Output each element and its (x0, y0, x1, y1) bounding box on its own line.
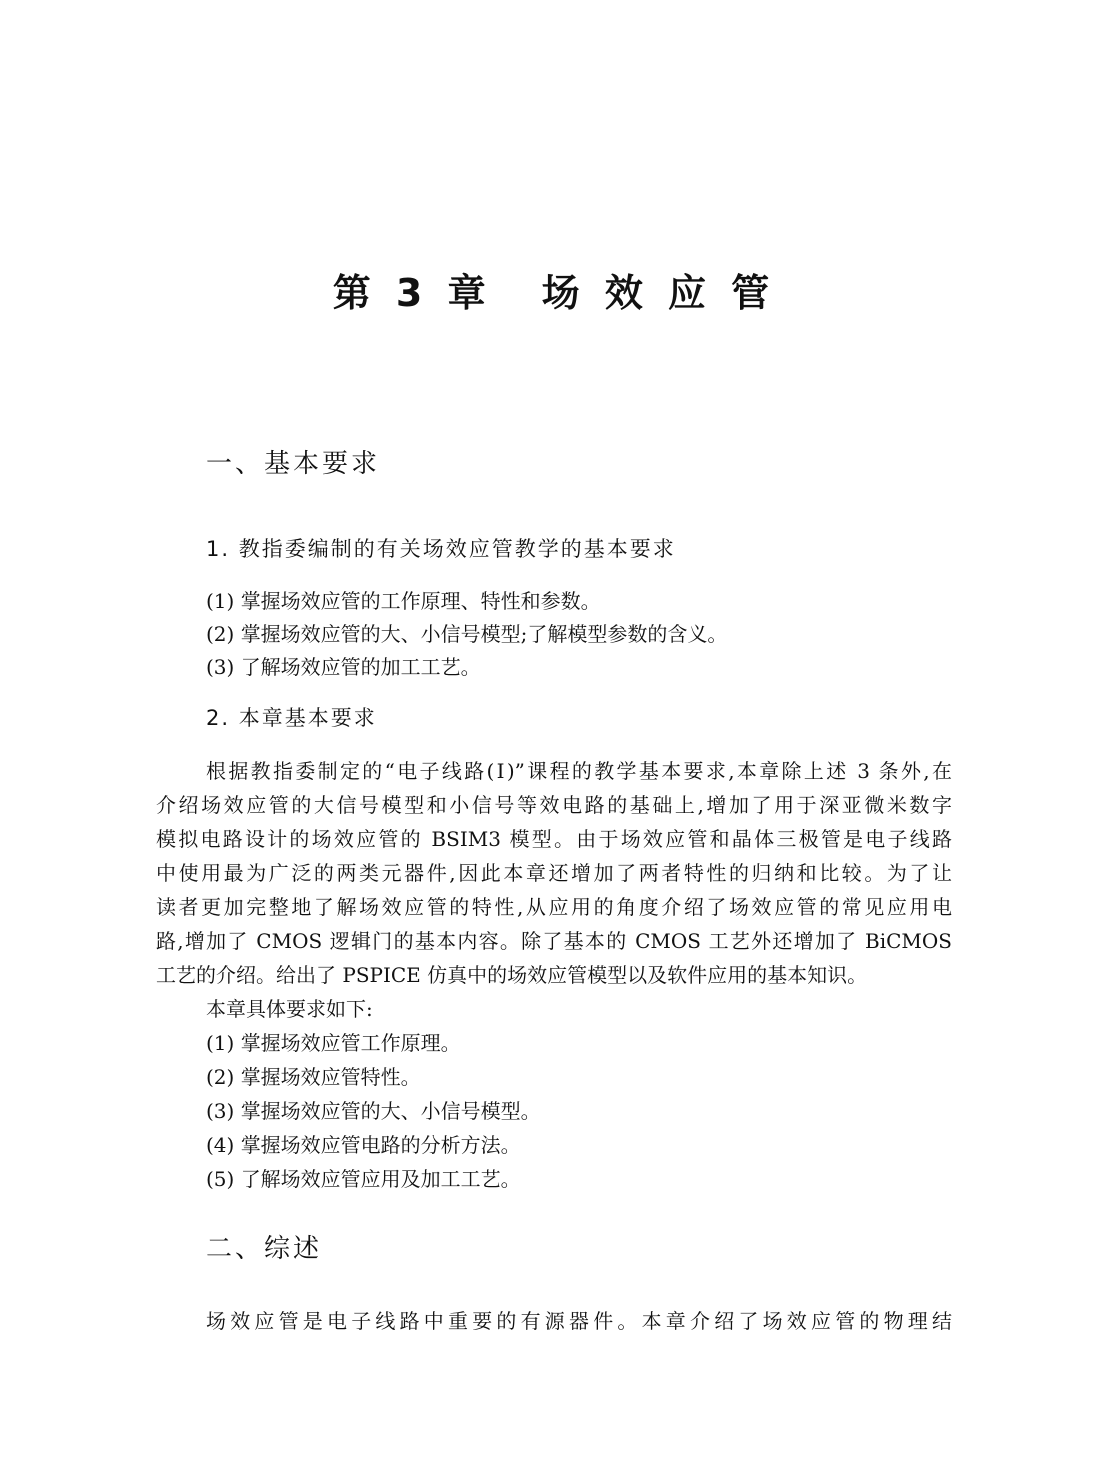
paragraph-line: 工艺的介绍。给出了 PSPICE 仿真中的场效应管模型以及软件应用的基本知识。 (156, 963, 868, 987)
paragraph-line: 根据教指委制定的“电子线路(Ⅰ)”课程的教学基本要求,本章除上述 3 条外,在 (206, 759, 952, 783)
list-item: (2) 掌握场效应管的大、小信号模型;了解模型参数的含义。 (206, 622, 728, 646)
section-heading-overview: 二、综述 (206, 1234, 323, 1264)
paragraph-line: 模拟电路设计的场效应管的 BSIM3 模型。由于场效应管和晶体三极管是电子线路 (156, 827, 952, 851)
paragraph-line: 中使用最为广泛的两类元器件,因此本章还增加了两者特性的归纳和比较。为了让 (156, 861, 952, 885)
list-item: (3) 掌握场效应管的大、小信号模型。 (206, 1099, 541, 1123)
list-item: (1) 掌握场效应管工作原理。 (206, 1031, 461, 1055)
paragraph-line: 场效应管是电子线路中重要的有源器件。本章介绍了场效应管的物理结 (206, 1309, 952, 1333)
chapter-title (0, 268, 1108, 318)
list-item: (1) 掌握场效应管的工作原理、特性和参数。 (206, 589, 601, 613)
chapter-name: 场 效 应 管 (541, 271, 776, 315)
list-lead: 本章具体要求如下: (206, 997, 373, 1021)
subsection-heading-committee: 1. 教指委编制的有关场效应管教学的基本要求 (206, 537, 676, 561)
subsection-heading-chapter: 2. 本章基本要求 (206, 706, 377, 730)
paragraph-line: 路,增加了 CMOS 逻辑门的基本内容。除了基本的 CMOS 工艺外还增加了 BiCMOS (156, 929, 952, 953)
list-item: (5) 了解场效应管应用及加工工艺。 (206, 1167, 521, 1191)
chapter-number: 第 3 章 (332, 271, 492, 315)
section-heading-requirements: 一、基本要求 (206, 449, 381, 479)
paragraph-line: 介绍场效应管的大信号模型和小信号等效电路的基础上,增加了用于深亚微米数字 (156, 793, 952, 817)
list-item: (4) 掌握场效应管电路的分析方法。 (206, 1133, 521, 1157)
list-item: (2) 掌握场效应管特性。 (206, 1065, 421, 1089)
list-item: (3) 了解场效应管的加工工艺。 (206, 655, 481, 679)
paragraph-line: 读者更加完整地了解场效应管的特性,从应用的角度介绍了场效应管的常见应用电 (156, 895, 952, 919)
